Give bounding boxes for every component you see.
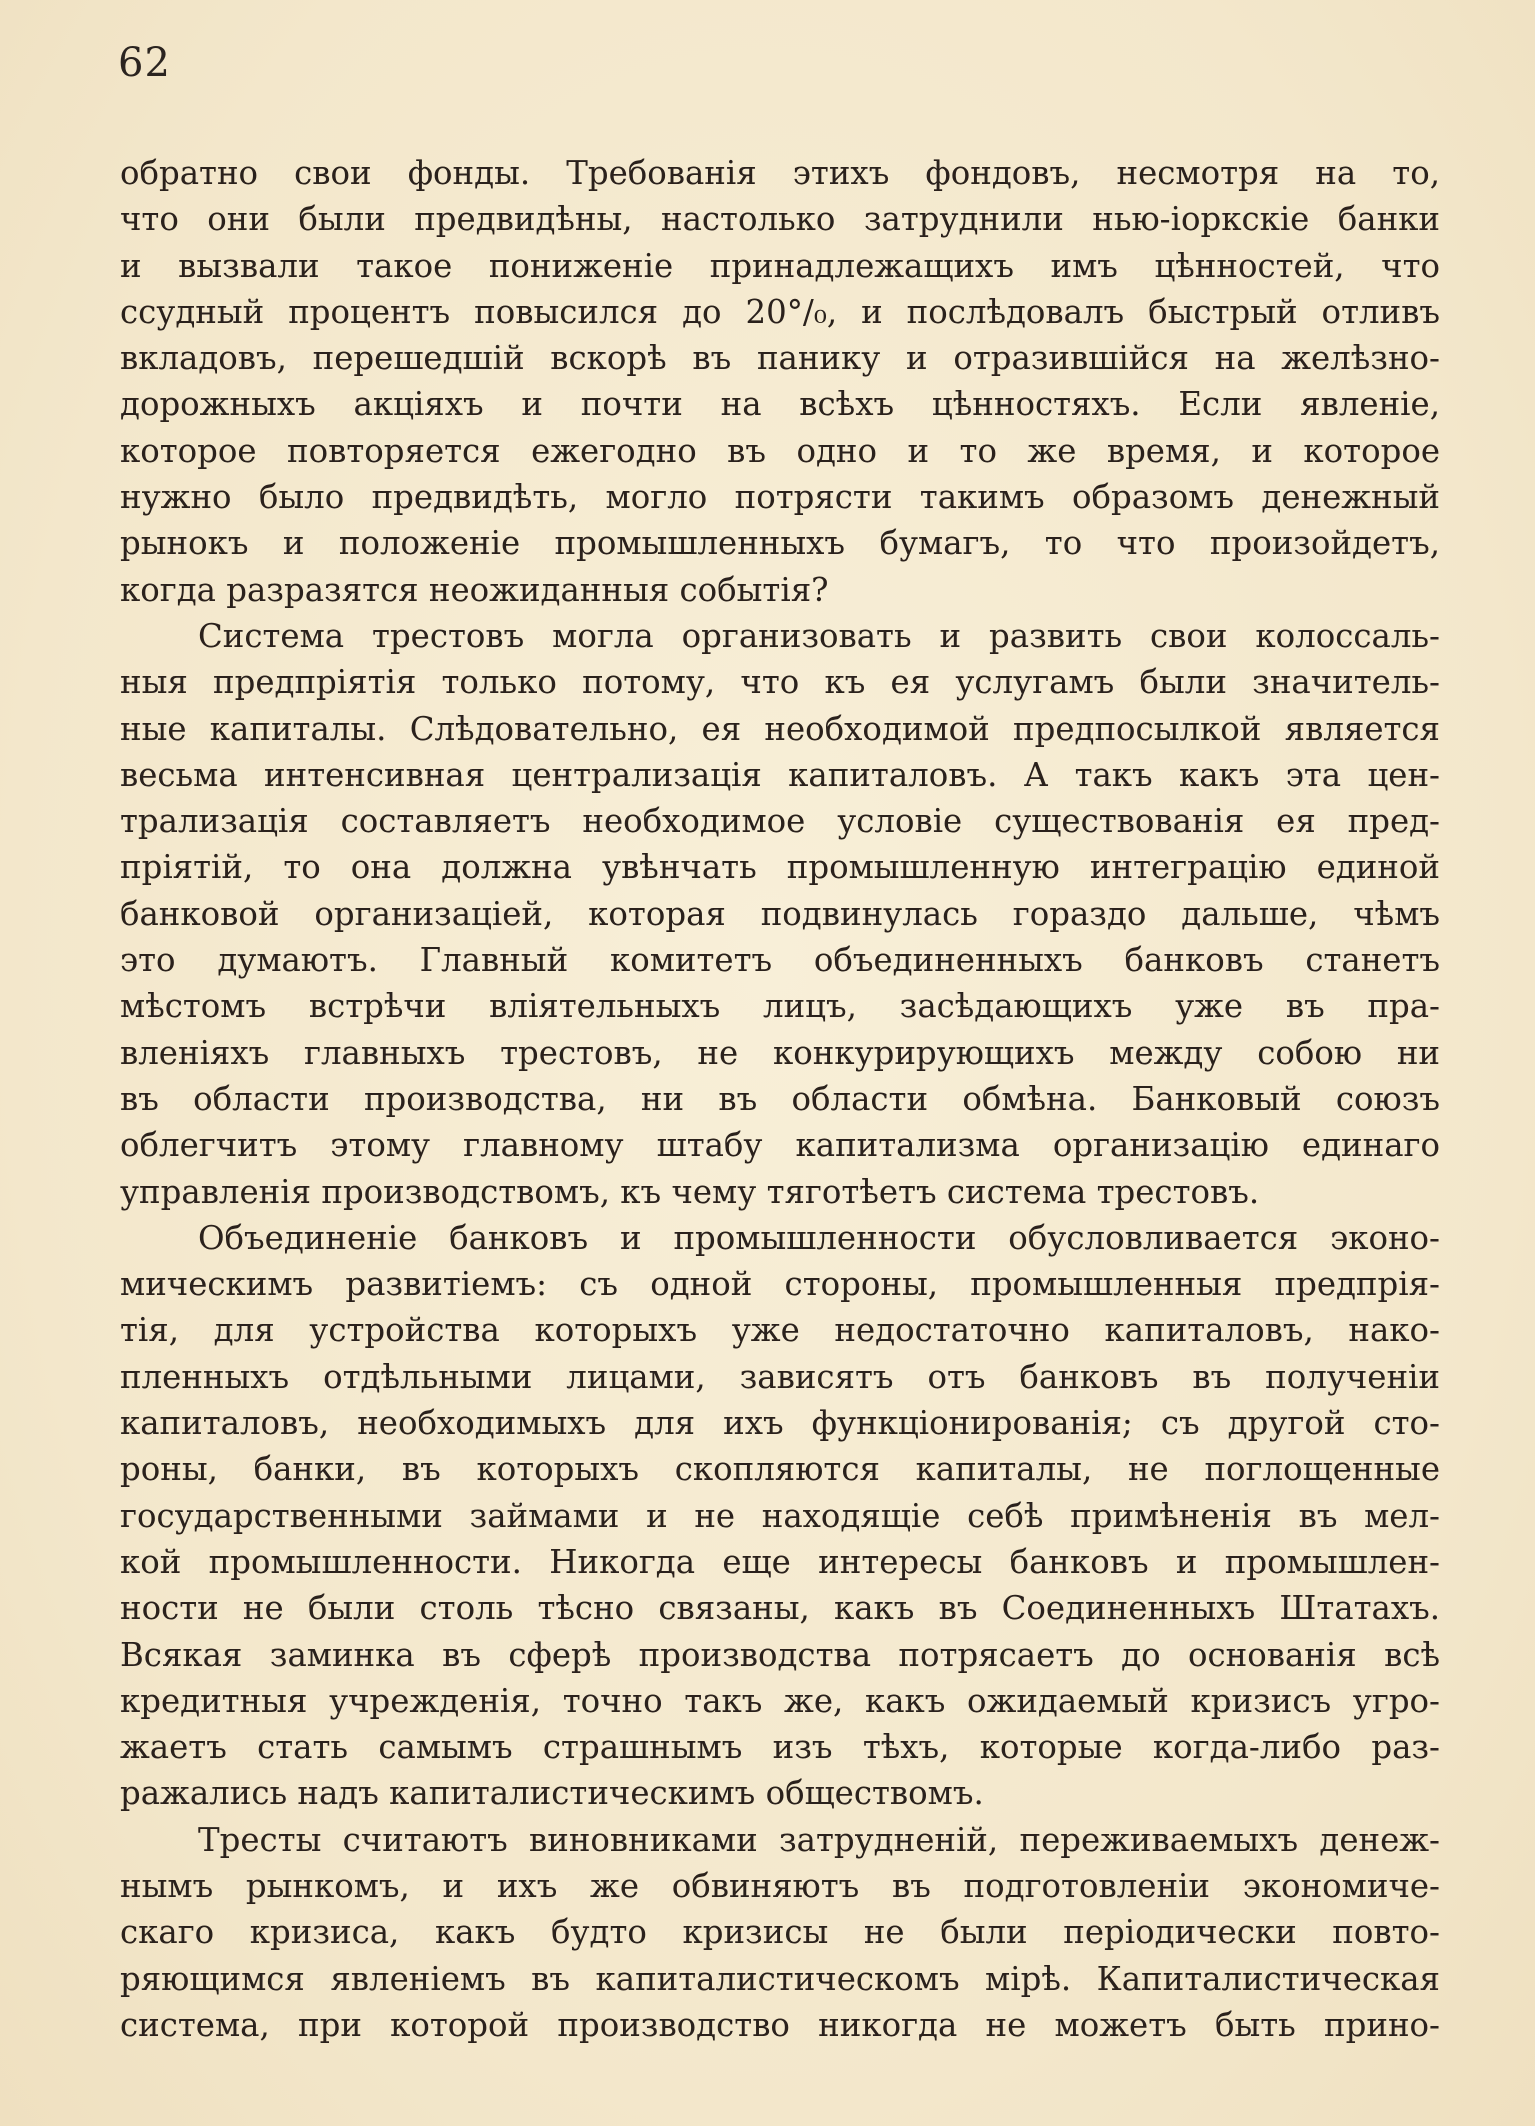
text-line: государственными займами и не находящіе себѣ примѣненія въ мел- [120,1496,1440,1535]
text-line: Система трестовъ могла организовать и развить свои колоссаль- [198,616,1440,655]
text-line: дорожныхъ акціяхъ и почти на всѣхъ цѣнностяхъ. Если явленіе, [120,385,1440,424]
text-line: облегчитъ этому главному штабу капитализма организацію единаго [120,1126,1440,1165]
text-line: обратно свои фонды. Требованія этихъ фондовъ, несмотря на то, [120,154,1440,192]
text-line: управленія производствомъ, къ чему тяготѣетъ система трестовъ. [120,1172,1260,1211]
paragraph-4 [120,1817,1440,2048]
text-line: ные капиталы. Слѣдовательно, ея необходимой предпосылкой является [120,709,1440,748]
text-line: это думаютъ. Главный комитетъ объединенныхъ банковъ станетъ [120,941,1440,980]
text-line: ряющимся явленіемъ въ капиталистическомъ мірѣ. Капиталистическая [120,1959,1440,1998]
text-line: банковой организаціей, которая подвинулась гораздо дальше, чѣмъ [120,894,1440,933]
text-line: ссудный процентъ повысился до 20°/₀, и послѣдовалъ быстрый отливъ [120,292,1440,331]
text-line: роны, банки, въ которыхъ скопляются капиталы, не поглощенные [120,1450,1440,1489]
text-line: ражались надъ капиталистическимъ обществомъ. [120,1774,984,1813]
text-line: Объединеніе банковъ и промышленности обусловливается эконо- [198,1218,1440,1257]
text-line: кой промышленности. Никогда еще интересы банковъ и промышлен- [120,1542,1440,1581]
paragraph-3 [120,1215,1440,1817]
text-line: тія, для устройства которыхъ уже недостаточно капиталовъ, нако- [120,1311,1440,1350]
text-line: нужно было предвидѣть, могло потрясти такимъ образомъ денежный [120,478,1440,517]
text-line: ныя предпріятія только потому, что къ ея услугамъ были значитель- [120,663,1440,702]
text-line: и вызвали такое пониженіе принадлежащихъ имъ цѣнностей, что [120,246,1440,285]
text-line: что они были предвидѣны, настолько затруднили нью-іоркскіе банки [120,200,1440,239]
text-line: жаетъ стать самымъ страшнымъ изъ тѣхъ, которые когда-либо раз- [120,1728,1440,1767]
text-line: пленныхъ отдѣльными лицами, зависятъ отъ банковъ въ полученіи [120,1357,1440,1396]
text-line: ности не были столь тѣсно связаны, какъ въ Соединенныхъ Штатахъ. [120,1589,1440,1628]
text-line: кредитныя учрежденія, точно такъ же, какъ ожидаемый кризисъ угро- [120,1681,1440,1720]
text-line: скаго кризиса, какъ будто кризисы не были періодически повто- [120,1913,1440,1952]
text-line: рынокъ и положеніе промышленныхъ бумагъ, то что произойдетъ, [120,524,1440,563]
text-line: мѣстомъ встрѣчи вліятельныхъ лицъ, засѣдающихъ уже въ пра- [120,987,1440,1026]
text-line: весьма интенсивная централизація капиталовъ. А такъ какъ эта цен- [120,755,1440,794]
text-line: вленіяхъ главныхъ трестовъ, не конкурирующихъ между собою ни [120,1033,1440,1072]
text-line: въ области производства, ни въ области обмѣна. Банковый союзъ [120,1079,1440,1118]
text-line: мическимъ развитіемъ: съ одной стороны, промышленныя предпрія- [120,1265,1440,1304]
paragraph-2 [120,613,1440,1215]
text-line: Тресты считаютъ виновниками затрудненій, переживаемыхъ денеж- [198,1820,1440,1859]
text-line: трализація составляетъ необходимое условіе существованія ея пред- [120,802,1440,841]
body-text [120,150,1440,2048]
text-line: система, при которой производство никогда не можетъ быть прино- [120,2005,1440,2044]
page-number: 62 [118,40,171,86]
text-line: когда разразятся неожиданныя событія? [120,570,829,609]
text-line: капиталовъ, необходимыхъ для ихъ функціонированія; съ другой сто- [120,1404,1440,1443]
text-line: пріятій, то она должна увѣнчать промышленную интеграцію единой [120,848,1440,887]
paragraph-1 [120,150,1440,613]
text-line: Всякая заминка въ сферѣ производства потрясаетъ до основанія всѣ [120,1635,1440,1674]
text-line: нымъ рынкомъ, и ихъ же обвиняютъ въ подготовленіи экономиче- [120,1866,1440,1905]
text-line: которое повторяется ежегодно въ одно и то же время, и которое [120,431,1440,470]
text-line: вкладовъ, перешедшій вскорѣ въ панику и отразившійся на желѣзно- [120,339,1440,378]
